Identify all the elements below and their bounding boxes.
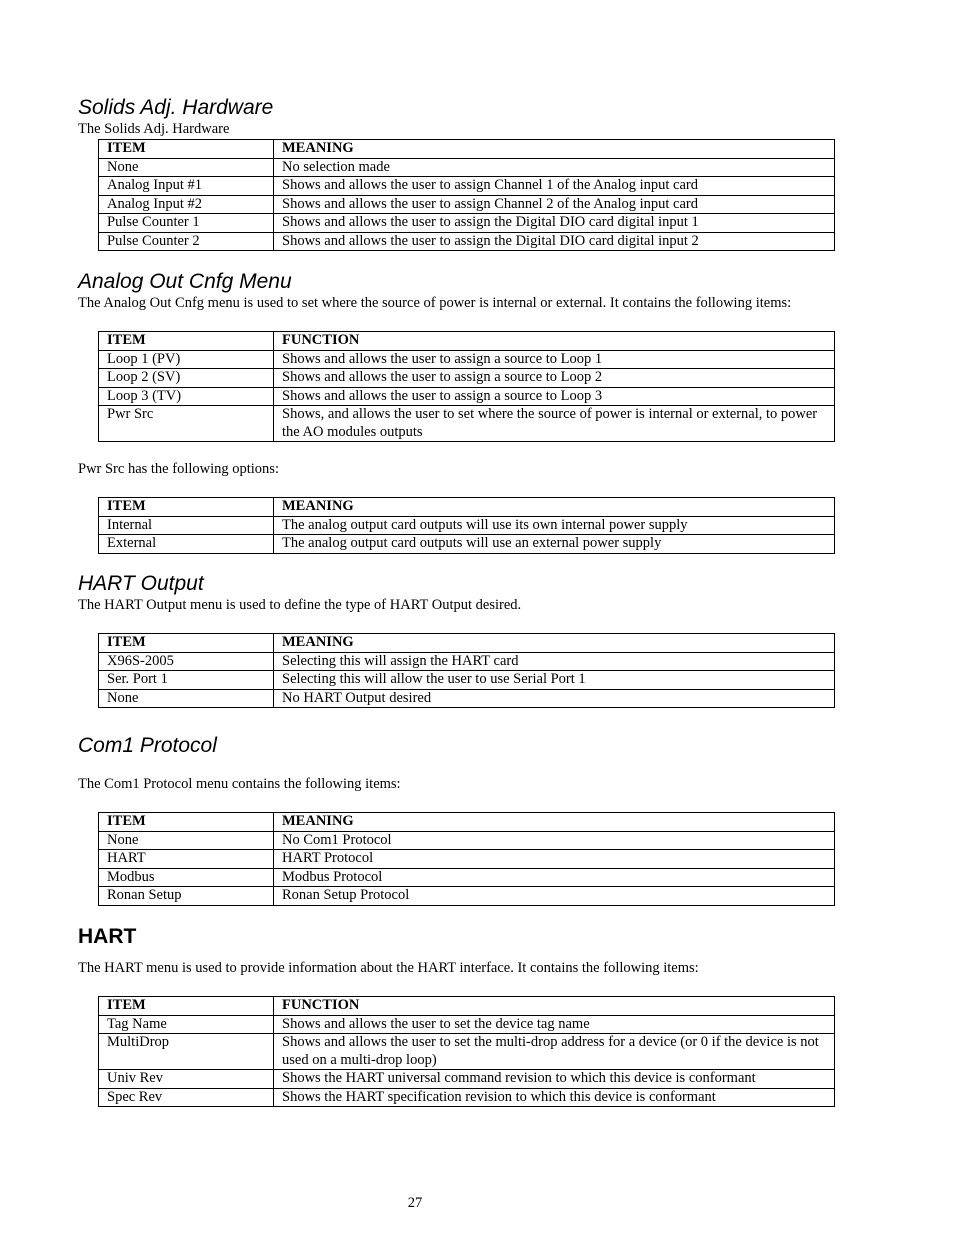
- table-header-row: [99, 140, 835, 159]
- table-row: [99, 214, 835, 233]
- section-heading-hart: HART: [78, 925, 137, 948]
- section-note: Pwr Src has the following options:: [78, 461, 279, 477]
- table-cell: No selection made: [274, 158, 835, 177]
- section-intro: The HART menu is used to provide information about the HART interface. It contains the following items:: [78, 960, 699, 976]
- section-heading-analog-out-cnfg-menu: Analog Out Cnfg Menu: [78, 270, 292, 293]
- table-row: [99, 516, 835, 535]
- table-solids-adj-hardware: [98, 139, 835, 251]
- table-row: [99, 406, 835, 442]
- table-cell: MultiDrop: [99, 1034, 274, 1070]
- table-header-row: [99, 813, 835, 832]
- column-header: FUNCTION: [274, 332, 835, 351]
- table-cell: Modbus Protocol: [274, 868, 835, 887]
- table-row: [99, 177, 835, 196]
- table-hart: [98, 996, 835, 1107]
- table-cell: HART: [99, 850, 274, 869]
- table-cell: Pwr Src: [99, 406, 274, 442]
- table-cell: Shows and allows the user to set the device tag name: [274, 1015, 835, 1034]
- page-number: 27: [407, 1195, 423, 1211]
- table-cell: The analog output card outputs will use its own internal power supply: [274, 516, 835, 535]
- table-cell: Shows and allows the user to set the multi-drop address for a device (or 0 if the device is not used on a multi-drop loop): [274, 1034, 835, 1070]
- table-row: [99, 1088, 835, 1107]
- table-row: [99, 535, 835, 554]
- column-header: ITEM: [99, 498, 274, 517]
- column-header: MEANING: [274, 813, 835, 832]
- table-row: [99, 831, 835, 850]
- table-cell: None: [99, 831, 274, 850]
- table-cell: Shows, and allows the user to set where the source of power is internal or external, to power the AO modules outputs: [274, 406, 835, 442]
- table-cell: Spec Rev: [99, 1088, 274, 1107]
- column-header: MEANING: [274, 140, 835, 159]
- table-cell: Shows the HART specification revision to which this device is conformant: [274, 1088, 835, 1107]
- table-cell: Tag Name: [99, 1015, 274, 1034]
- column-header: ITEM: [99, 332, 274, 351]
- table-cell: None: [99, 158, 274, 177]
- table-cell: No Com1 Protocol: [274, 831, 835, 850]
- table-header-row: [99, 498, 835, 517]
- table-cell: Loop 1 (PV): [99, 350, 274, 369]
- table-cell: Selecting this will assign the HART card: [274, 652, 835, 671]
- table-row: [99, 689, 835, 708]
- table-cell: Loop 2 (SV): [99, 369, 274, 388]
- table-row: [99, 1015, 835, 1034]
- table-cell: Shows the HART universal command revision to which this device is conformant: [274, 1070, 835, 1089]
- column-header: FUNCTION: [274, 997, 835, 1016]
- section-intro: The Analog Out Cnfg menu is used to set where the source of power is internal or external. It contains the following items:: [78, 295, 792, 311]
- section-heading-solids-adj-hardware: Solids Adj. Hardware: [78, 96, 274, 119]
- table-row: [99, 652, 835, 671]
- table-row: [99, 1034, 835, 1070]
- table-cell: The analog output card outputs will use an external power supply: [274, 535, 835, 554]
- section-intro: The HART Output menu is used to define the type of HART Output desired.: [78, 597, 522, 613]
- column-header: ITEM: [99, 997, 274, 1016]
- table-cell: No HART Output desired: [274, 689, 835, 708]
- table-row: [99, 887, 835, 906]
- table-row: [99, 671, 835, 690]
- table-analog-out-cnfg: [98, 331, 835, 442]
- table-cell: External: [99, 535, 274, 554]
- column-header: ITEM: [99, 140, 274, 159]
- table-cell: Pulse Counter 2: [99, 232, 274, 251]
- table-cell: None: [99, 689, 274, 708]
- table-cell: Shows and allows the user to assign a source to Loop 3: [274, 387, 835, 406]
- table-row: [99, 1070, 835, 1089]
- table-row: [99, 868, 835, 887]
- table-cell: Ronan Setup: [99, 887, 274, 906]
- table-row: [99, 350, 835, 369]
- table-cell: HART Protocol: [274, 850, 835, 869]
- table-cell: Shows and allows the user to assign the Digital DIO card digital input 1: [274, 214, 835, 233]
- table-cell: Shows and allows the user to assign Channel 2 of the Analog input card: [274, 195, 835, 214]
- table-cell: Shows and allows the user to assign a source to Loop 2: [274, 369, 835, 388]
- table-cell: Univ Rev: [99, 1070, 274, 1089]
- column-header: MEANING: [274, 498, 835, 517]
- table-row: [99, 195, 835, 214]
- table-row: [99, 850, 835, 869]
- table-cell: Shows and allows the user to assign a source to Loop 1: [274, 350, 835, 369]
- table-com1-protocol: [98, 812, 835, 906]
- table-cell: Ronan Setup Protocol: [274, 887, 835, 906]
- table-cell: Analog Input #1: [99, 177, 274, 196]
- column-header: ITEM: [99, 813, 274, 832]
- section-heading-hart-output: HART Output: [78, 572, 204, 595]
- column-header: MEANING: [274, 634, 835, 653]
- table-cell: Analog Input #2: [99, 195, 274, 214]
- table-pwr-src-options: [98, 497, 835, 554]
- section-heading-com1-protocol: Com1 Protocol: [78, 734, 217, 757]
- table-header-row: [99, 332, 835, 351]
- table-cell: Shows and allows the user to assign Channel 1 of the Analog input card: [274, 177, 835, 196]
- table-header-row: [99, 634, 835, 653]
- table-row: [99, 369, 835, 388]
- table-header-row: [99, 997, 835, 1016]
- column-header: ITEM: [99, 634, 274, 653]
- table-cell: Modbus: [99, 868, 274, 887]
- table-cell: X96S-2005: [99, 652, 274, 671]
- section-intro: The Solids Adj. Hardware: [78, 121, 230, 137]
- table-cell: Ser. Port 1: [99, 671, 274, 690]
- table-row: [99, 158, 835, 177]
- table-cell: Shows and allows the user to assign the Digital DIO card digital input 2: [274, 232, 835, 251]
- table-cell: Selecting this will allow the user to use Serial Port 1: [274, 671, 835, 690]
- table-cell: Internal: [99, 516, 274, 535]
- section-intro: The Com1 Protocol menu contains the following items:: [78, 776, 401, 792]
- table-hart-output: [98, 633, 835, 708]
- table-cell: Pulse Counter 1: [99, 214, 274, 233]
- table-cell: Loop 3 (TV): [99, 387, 274, 406]
- table-row: [99, 387, 835, 406]
- table-row: [99, 232, 835, 251]
